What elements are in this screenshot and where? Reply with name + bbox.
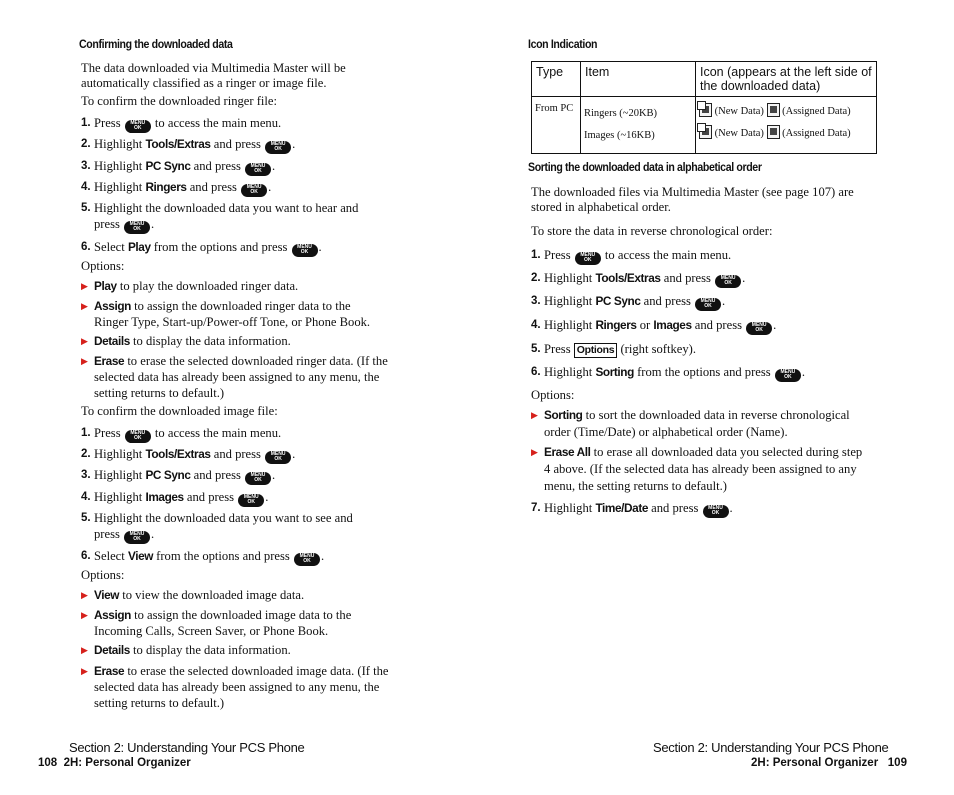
ringer-new-data-icon: [699, 103, 712, 117]
menu-ok-key-icon: MENU OK: [125, 430, 151, 443]
step-text: Highlight the downloaded data you want to see and press MENU OK .: [94, 511, 353, 542]
menu-ok-key-icon: MENU OK: [703, 505, 729, 518]
options-softkey: Options: [574, 343, 618, 358]
menu-ok-key-icon: MENU OK: [125, 120, 151, 133]
options-label: Options:: [81, 259, 125, 273]
table-header-type: Type: [532, 62, 581, 97]
options-label: Options:: [531, 388, 575, 402]
section-heading: Confirming the downloaded data: [79, 39, 233, 51]
option-item: Erase to erase the selected downloaded image data. (If the selected data has already been assigned to any menu, the setting returns to default.): [94, 664, 389, 710]
step-number: 1.: [531, 249, 541, 261]
step-text: Press Options (right softkey).: [544, 342, 697, 356]
footer-page-info: [751, 757, 907, 769]
menu-ok-key-icon: MENU OK: [695, 298, 721, 311]
step-number: 5.: [81, 512, 91, 524]
option-item: Assign to assign the downloaded ringer data to the Ringer Type, Start-up/Power-off Tone, or Phone Book.: [94, 299, 371, 329]
step-number: 4.: [531, 319, 541, 331]
table-cell-items: Ringers (~20KB) Images (~16KB): [581, 97, 696, 154]
step-number: 2.: [81, 138, 91, 150]
sorting-heading: Sorting the downloaded data in alphabetical order: [528, 162, 762, 174]
table-header-icon: Icon (appears at the left side of the downloaded data): [696, 62, 877, 97]
menu-ok-key-icon: MENU OK: [575, 252, 601, 265]
step-text: Highlight Images and press MENU OK .: [94, 490, 269, 505]
chapter-name: 2H: Personal Organizer: [751, 757, 879, 769]
footer-page-info: [38, 757, 191, 769]
bullet-arrow-icon: ▶: [531, 410, 538, 420]
step-number: 6.: [531, 366, 541, 378]
step-text: Highlight Ringers or Images and press MENU OK .: [544, 318, 777, 333]
bullet-arrow-icon: ▶: [81, 666, 88, 676]
options-label: Options:: [81, 568, 125, 582]
step-number: 4.: [81, 181, 91, 193]
step-number: 2.: [81, 448, 91, 460]
option-item: View to view the downloaded image data.: [94, 588, 305, 602]
menu-ok-key-icon: MENU OK: [775, 369, 801, 382]
bullet-arrow-icon: ▶: [81, 590, 88, 600]
image-new-data-icon: [699, 125, 712, 139]
bullet-arrow-icon: ▶: [81, 645, 88, 655]
step-number: 7.: [531, 502, 541, 514]
step-text: Highlight PC Sync and press MENU OK .: [544, 294, 726, 309]
image-intro: To confirm the downloaded image file:: [81, 404, 278, 418]
step-number: 3.: [81, 160, 91, 172]
bullet-arrow-icon: ▶: [531, 447, 538, 457]
footer-section-title: Section 2: Understanding Your PCS Phone: [653, 740, 889, 755]
icon-indication-table: [531, 61, 877, 154]
step-number: 3.: [81, 469, 91, 481]
step-text: Press MENU OK to access the main menu.: [94, 116, 282, 131]
step-number: 5.: [81, 202, 91, 214]
menu-ok-key-icon: MENU OK: [241, 184, 267, 197]
option-item: Play to play the downloaded ringer data.: [94, 279, 299, 293]
menu-ok-key-icon: MENU OK: [124, 221, 150, 234]
bullet-arrow-icon: ▶: [81, 281, 88, 291]
image-assigned-data-icon: [767, 125, 780, 139]
page-number: 108: [38, 757, 58, 769]
option-item: Assign to assign the downloaded image data to the Incoming Calls, Screen Saver, or Phone Book.: [94, 608, 352, 638]
menu-ok-key-icon: MENU OK: [245, 472, 271, 485]
step-number: 2.: [531, 272, 541, 284]
chapter-name: 2H: Personal Organizer: [63, 757, 191, 769]
step-text: Press MENU OK to access the main menu.: [544, 248, 732, 263]
table-header-item: Item: [581, 62, 696, 97]
ringer-assigned-data-icon: [767, 103, 780, 117]
menu-ok-key-icon: MENU OK: [746, 322, 772, 335]
step-text: Highlight PC Sync and press MENU OK .: [94, 468, 276, 483]
menu-ok-key-icon: MENU OK: [294, 553, 320, 566]
bullet-arrow-icon: ▶: [81, 610, 88, 620]
menu-ok-key-icon: MENU OK: [292, 244, 318, 257]
bullet-arrow-icon: ▶: [81, 301, 88, 311]
sorting-intro: The downloaded files via Multimedia Master (see page 107) are stored in alphabetical order.: [531, 185, 854, 214]
menu-ok-key-icon: MENU OK: [238, 494, 264, 507]
step-number: 1.: [81, 427, 91, 439]
step-number: 3.: [531, 295, 541, 307]
intro-paragraph: The data downloaded via Multimedia Master will be automatically classified as a ringer or image file.: [81, 61, 346, 90]
table-cell-icons: (New Data) (Assigned Data) (New Data) (Assigned Data): [696, 97, 877, 154]
step-text: Press MENU OK to access the main menu.: [94, 426, 282, 441]
menu-ok-key-icon: MENU OK: [265, 451, 291, 464]
step-text: Highlight PC Sync and press MENU OK .: [94, 159, 276, 174]
option-item: Erase All to erase all downloaded data you selected during step 4 above. (If the selected data has already been assigned to any menu, the setting returns to default.): [544, 445, 863, 493]
step-text: Highlight Tools/Extras and press MENU OK .: [94, 137, 296, 152]
footer-section-title: Section 2: Understanding Your PCS Phone: [69, 740, 305, 755]
ringer-intro: To confirm the downloaded ringer file:: [81, 94, 278, 108]
step-text: Select View from the options and press MENU OK .: [94, 549, 325, 564]
step-text: Select Play from the options and press MENU OK .: [94, 240, 322, 255]
step-number: 5.: [531, 343, 541, 355]
bullet-arrow-icon: ▶: [81, 356, 88, 366]
icon-indication-heading: Icon Indication: [528, 39, 598, 51]
step-text: Highlight Sorting from the options and press MENU OK .: [544, 365, 806, 380]
menu-ok-key-icon: MENU OK: [245, 163, 271, 176]
option-item: Details to display the data information.: [94, 643, 291, 657]
step-number: 1.: [81, 117, 91, 129]
step-text: Highlight Time/Date and press MENU OK .: [544, 501, 733, 516]
table-cell-type: From PC: [532, 97, 581, 154]
menu-ok-key-icon: MENU OK: [715, 275, 741, 288]
menu-ok-key-icon: MENU OK: [265, 141, 291, 154]
sorting-intro-2: To store the data in reverse chronological order:: [531, 224, 773, 238]
step-number: 6.: [81, 241, 91, 253]
step-text: Highlight Tools/Extras and press MENU OK .: [544, 271, 746, 286]
page-number: 109: [887, 757, 907, 769]
option-item: Details to display the data information.: [94, 334, 291, 348]
step-text: Highlight Tools/Extras and press MENU OK .: [94, 447, 296, 462]
option-item: Erase to erase the selected downloaded ringer data. (If the selected data has already been assigned to any menu, the setting returns to default.): [94, 354, 388, 400]
step-text: Highlight Ringers and press MENU OK .: [94, 180, 272, 195]
step-number: 4.: [81, 491, 91, 503]
menu-ok-key-icon: MENU OK: [124, 531, 150, 544]
bullet-arrow-icon: ▶: [81, 336, 88, 346]
step-text: Highlight the downloaded data you want to hear and press MENU OK .: [94, 201, 359, 232]
option-item: Sorting to sort the downloaded data in reverse chronological order (Time/Date) or alphabetical order (Name).: [544, 408, 850, 439]
step-number: 6.: [81, 550, 91, 562]
